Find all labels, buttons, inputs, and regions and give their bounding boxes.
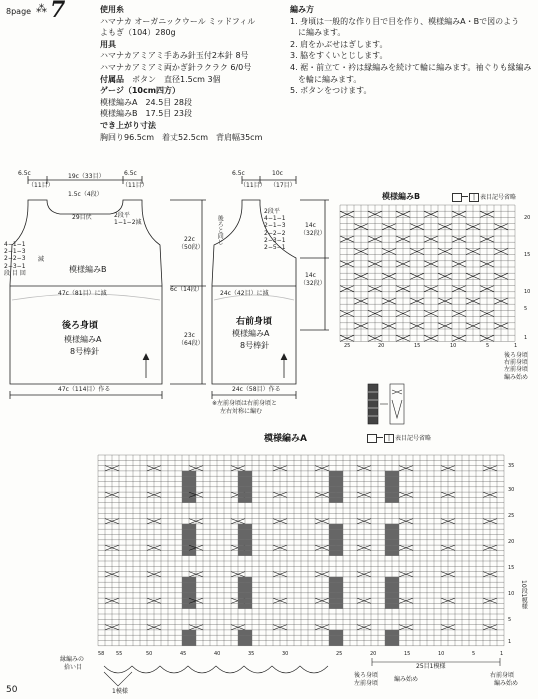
chart-a-row-mark: 20: [508, 539, 515, 545]
tools-title: 用具: [100, 39, 116, 49]
instruction-step: 4. 裾・前立て・衿は縁編みを続けて輪に編みます。袖ぐりも縁編み: [290, 62, 532, 72]
chart-b-col-mark: 10: [450, 343, 457, 349]
chart-b-row-mark: 1: [524, 335, 528, 341]
back-neck-dim: 1.5c（4段）: [68, 191, 103, 198]
chart-a-col-mark: 15: [404, 651, 411, 657]
back-neck-dec: 1−1−2減: [114, 219, 142, 226]
chart-a-col-mark: 40: [214, 651, 221, 657]
tool-item: ハマナカアミアミ両かぎ針ラクラク 6/0号: [100, 62, 252, 72]
edging-label-2: 拾い目: [64, 664, 83, 671]
chart-a-col-mark: 20: [370, 651, 377, 657]
back-pattern-b: 模様編みB: [69, 265, 107, 274]
gauge-title: ゲージ（10cm四方）: [100, 86, 181, 96]
chart-a-legend-text: 表目記号省略: [395, 435, 432, 442]
back-top-left-sts: （11目）: [28, 182, 54, 189]
back-top-right-sts: （11目）: [122, 182, 148, 189]
yarn-title: 使用糸: [100, 5, 124, 14]
back-h6: 6c（14段）: [170, 286, 203, 293]
chart-a-start2-label: 編み始め: [494, 680, 519, 687]
chart-b-col-mark: 5: [486, 343, 490, 349]
back-h22: 22c: [184, 236, 195, 243]
chart-a-row-mark: 25: [508, 513, 515, 519]
chart-b-col-mark: 1: [514, 343, 518, 349]
chart-a-col-mark: 58: [98, 651, 105, 657]
dec-legend: 段 目 回: [4, 269, 26, 277]
chart-a-col-mark: 10: [438, 651, 445, 657]
front-top-left-dim: 6.5c: [232, 170, 245, 177]
back-h23: 23c: [184, 332, 195, 339]
chart-a-title: 模様編みA: [264, 434, 307, 444]
chart-a-repeat-sts: 25目1模様: [416, 663, 446, 670]
tool-item: ハマナカアミアミ手あみ針玉付2本針 8号: [100, 51, 249, 61]
dec-row: 2−2−3: [4, 255, 26, 263]
chart-a-row-mark: 5: [508, 617, 512, 623]
instruction-step: 1. 身頃は一般的な作り目で目を作り、模様編みA・Bで図のよう: [290, 16, 520, 26]
back-title: 後ろ身頃: [62, 321, 99, 331]
front-pattern-a: 模様編みA: [232, 329, 270, 338]
front-bottom-dim: 24c（58目）作る: [232, 386, 281, 393]
back-h22-rows: （50段）: [178, 244, 204, 251]
chart-a-col-mark: 30: [282, 651, 289, 657]
chart-b-label: 右前身頃: [504, 359, 529, 367]
back-h23-rows: （64段）: [178, 340, 204, 347]
dec-row: 2−1−3: [264, 222, 286, 230]
chart-b-legend-text: 表目記号省略: [480, 194, 517, 201]
chart-a-col-mark: 55: [116, 651, 123, 657]
back-pattern-a: 模様編みA: [64, 335, 102, 344]
chart-a-repeat-rows: 10段1模様: [520, 580, 528, 610]
chart-a-col-mark: 50: [146, 651, 153, 657]
chart-b-col-mark: 20: [378, 343, 385, 349]
back-top-left-dim: 6.5c: [18, 170, 31, 177]
yarn-name: ハマナカ オーガニックウール ミッドフィル: [100, 16, 256, 26]
chart-b-title: 模様編みB: [382, 192, 421, 201]
dec-row: 4−1−1: [4, 241, 26, 248]
chart-a-row-mark: 1: [508, 639, 512, 645]
chart-a-row-mark: 35: [508, 463, 515, 469]
chart-b-row-mark: 10: [524, 289, 531, 295]
front-top-right-dim: 10c: [272, 170, 283, 177]
front-note-2: 左右対称に編む: [220, 408, 263, 415]
back-width-47: 47c（81目）に減: [58, 290, 107, 297]
dec-row: 4−1−1: [264, 215, 286, 223]
chart-a-left-front-label: 左前身頃: [354, 680, 379, 687]
chart-a-row-mark: 30: [508, 487, 515, 493]
instruction-step: 3. 脇をすくいとじします。: [290, 51, 388, 61]
front-title: 右前身頃: [236, 317, 273, 327]
page-reference: 8page: [6, 7, 32, 16]
dec-row: 2段平: [264, 208, 280, 215]
chart-b-row-mark: 15: [524, 252, 531, 258]
chart-a-col-mark: 25: [336, 651, 343, 657]
chart-b-col-mark: 25: [344, 343, 351, 349]
instruction-step: を輪に編みます。: [290, 74, 362, 84]
instruction-step: 2. 肩をかぶせはぎします。: [290, 39, 388, 49]
front-note-1: ※左前身頃は右前身頃と: [212, 400, 278, 407]
chart-b-col-mark: 15: [414, 343, 421, 349]
notions-value: ボタン 直径1.5cm 3個: [132, 74, 221, 84]
chart-b-row-mark: 5: [524, 306, 528, 312]
size-title: でき上がり寸法: [100, 120, 156, 130]
front-width-24: 24c（42目）に減: [220, 290, 269, 297]
front-top-left-sts: （11目）: [240, 182, 266, 189]
dec-row: 2−2−2: [264, 229, 286, 237]
finished-size: 胸回り96.5cm 着丈52.5cm 背肩幅35cm: [100, 132, 263, 142]
dec-row: 2−3−1: [264, 236, 286, 244]
chart-a-col-mark: 35: [248, 651, 255, 657]
one-pattern-label: 1模様: [112, 688, 128, 695]
front-h14b: 14c: [305, 272, 316, 279]
back-neck-flat: 2段平: [114, 212, 130, 219]
front-h14b-rows: （32段）: [300, 280, 326, 287]
notions-label: 付属品: [100, 74, 124, 84]
instruction-step: に編みます。: [290, 28, 346, 38]
decoration-mark: ⁂: [36, 2, 47, 15]
chart-a-col-mark: 1: [500, 651, 504, 657]
edging-label-1: 縁編みの: [60, 656, 85, 663]
chart-b-label: 編み始め: [504, 373, 529, 381]
chart-a-start-label: 編み始め: [394, 676, 419, 683]
back-needle: 8号棒針: [70, 347, 100, 356]
front-same-as-back: 後ろと同じ: [216, 215, 224, 245]
chart-a-col-mark: 45: [180, 651, 187, 657]
front-h14a-rows: （32段）: [300, 230, 326, 237]
back-top-right-dim: 6.5c: [124, 170, 137, 177]
chart-b-label: 左前身頃: [504, 366, 529, 374]
chart-b-label: 後ろ身頃: [504, 352, 529, 359]
gauge-a: 模様編みA 24.5目 28段: [100, 97, 193, 107]
chart-a-row-mark: 15: [508, 565, 515, 571]
chart-a-right-front-label: 右前身頃: [490, 672, 515, 679]
back-neck-sts: 29目伏: [72, 214, 92, 221]
instructions-title: 編み方: [290, 5, 314, 14]
front-needle: 8号棒針: [240, 341, 270, 350]
back-dec-word: 減: [38, 256, 45, 263]
yarn-color: よもぎ（104）280g: [100, 28, 176, 38]
chart-a-col-mark: 5: [472, 651, 476, 657]
chart-a-row-mark: 10: [508, 591, 515, 597]
page-number: 50: [6, 685, 18, 695]
gauge-b: 模様編みB 17.5目 23段: [100, 109, 193, 119]
chart-b-legend-knit-icon: |: [469, 193, 479, 202]
dec-row: 2−1−3: [4, 248, 26, 256]
chart-a-back-label: 後ろ身頃: [354, 672, 379, 679]
pattern-number: 7: [50, 0, 66, 23]
chart-a-legend-knit-icon: |: [384, 434, 394, 443]
back-bottom-dim: 47c（114目）作る: [58, 386, 111, 393]
back-top-mid-dim: 19c（33目）: [68, 173, 105, 180]
dec-row: 2−5−1: [264, 243, 286, 251]
dec-row: 2−3−1: [4, 262, 26, 270]
chart-b-row-mark: 20: [524, 215, 531, 221]
front-h14a: 14c: [305, 222, 316, 229]
instruction-step: 5. ボタンをつけます。: [290, 86, 372, 96]
front-top-right-sts: （17目）: [270, 182, 296, 189]
